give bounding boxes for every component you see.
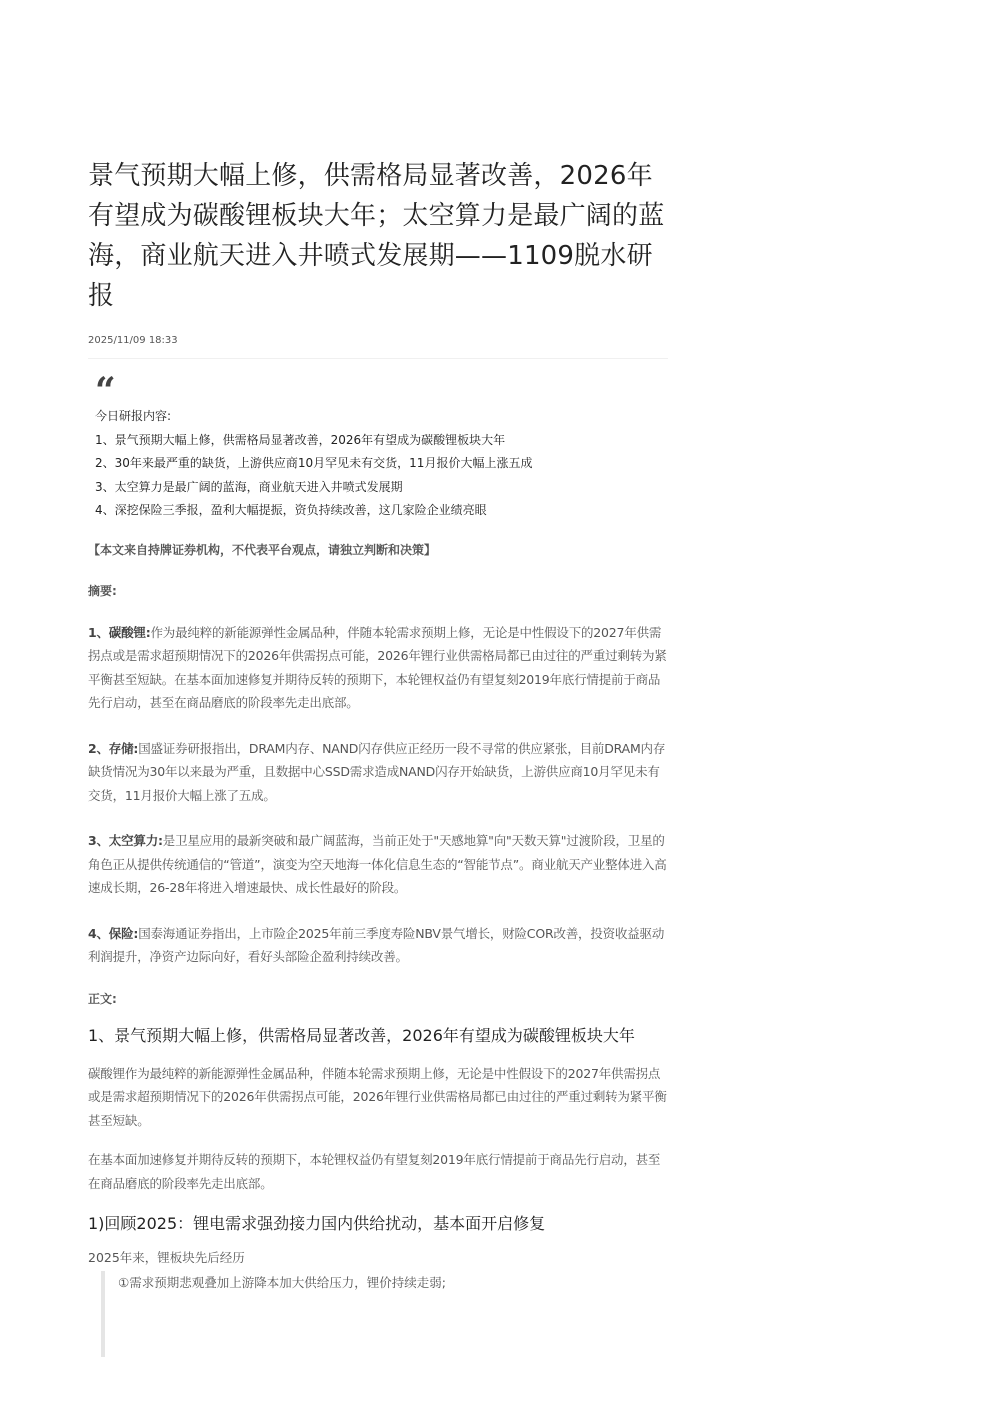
summary-paragraph [88,829,668,900]
article-title: 景气预期大幅上修，供需格局显著改善，2026年有望成为碳酸锂板块大年；太空算力是最广阔的蓝海，商业航天进入井喷式发展期——1109脱水研报 [88,161,665,311]
overview-item: 3、太空算力是最广阔的蓝海，商业航天进入井喷式发展期 [95,479,403,494]
summary-text: 国泰海通证券指出，上市险企2025年前三季度寿险NBV景气增长，财险COR改善，投资收益驱动利润提升，净资产边际向好，看好头部险企盈利持续改善。 [88,925,665,964]
body-paragraph: 碳酸锂作为最纯粹的新能源弹性金属品种，伴随本轮需求预期上修，无论是中性假设下的2027年供需拐点或是需求超预期情况下的2026年供需拐点可能，2026年锂行业供需格局都已由过往的严重过剩转为紧平衡甚至短缺。 [88,1065,667,1128]
subsection-heading: 1)回顾2025：锂电需求强劲接力国内供给扰动，基本面开启修复 [88,1214,546,1233]
body-paragraph: 在基本面加速修复并期待反转的预期下，本轮锂权益仍有望复刻2019年底行情提前于商品先行启动，甚至在商品磨底的阶段率先走出底部。 [88,1152,661,1191]
disclaimer: 【本文来自持牌证券机构，不代表平台观点，请独立判断和决策】 [88,542,437,557]
quote-mark-icon: “ [95,370,116,412]
summary-text: 国盛证券研报指出，DRAM内存、NAND闪存供应正经历一段不寻常的供应紧张，目前DRAM内存缺货情况为30年以来最为严重，且数据中心SSD需求造成NAND闪存开始缺货，上游供应商10月罕见未有交货，11月报价大幅上涨了五成。 [88,740,666,803]
content-overview [88,370,668,523]
blockquote [101,1271,618,1357]
summary-label: 摘要: [88,583,117,598]
overview-intro: 今日研报内容: [95,409,172,423]
body-label: 正文: [88,991,117,1006]
summary-paragraph [88,922,668,969]
overview-item: 2、30年来最严重的缺货，上游供应商10月罕见未有交货，11月报价大幅上涨五成 [95,456,533,470]
section-heading: 1、景气预期大幅上修，供需格局显著改善，2026年有望成为碳酸锂板块大年 [88,1025,635,1045]
summary-head: 4、保险: [88,925,139,941]
summary-head: 1、碳酸锂: [88,624,151,640]
article [88,156,668,1266]
blockquote-text: ①需求预期悲观叠加上游降本加大供给压力，锂价持续走弱; [118,1275,446,1290]
summary-head: 3、太空算力: [88,833,163,848]
overview-item: 4、深挖保险三季报，盈利大幅提振，资负持续改善，这几家险企业绩亮眼 [95,503,487,517]
publish-datetime: 2025/11/09 18:33 [88,335,668,359]
summary-paragraph [88,621,668,715]
summary-text: 是卫星应用的最新突破和最广阔蓝海，当前正处于"天感地算"向"天数天算"过渡阶段，卫星的角色正从提供传统通信的“管道”，演变为空天地海一体化信息生态的“智能节点”。商业航天产业整体进入高速成长期，26-28年将进入增速最快、成长性最好的阶段。 [88,833,667,895]
overview-item: 1、景气预期大幅上修，供需格局显著改善，2026年有望成为碳酸锂板块大年 [95,432,506,447]
body-paragraph: 2025年来，锂板块先后经历 [88,1250,245,1265]
summary-head: 2、存储: [88,740,139,756]
summary-paragraph [88,737,668,808]
summary-text: 作为最纯粹的新能源弹性金属品种，伴随本轮需求预期上修，无论是中性假设下的2027年供需拐点或是需求超预期情况下的2026年供需拐点可能，2026年锂行业供需格局都已由过往的严重过剩转为紧平衡甚至短缺。在基本面加速修复并期待反转的预期下，本轮锂权益仍有望复刻2019年底行情提前于商品先行启动，甚至在商品磨底的阶段率先走出底部。 [88,624,667,710]
